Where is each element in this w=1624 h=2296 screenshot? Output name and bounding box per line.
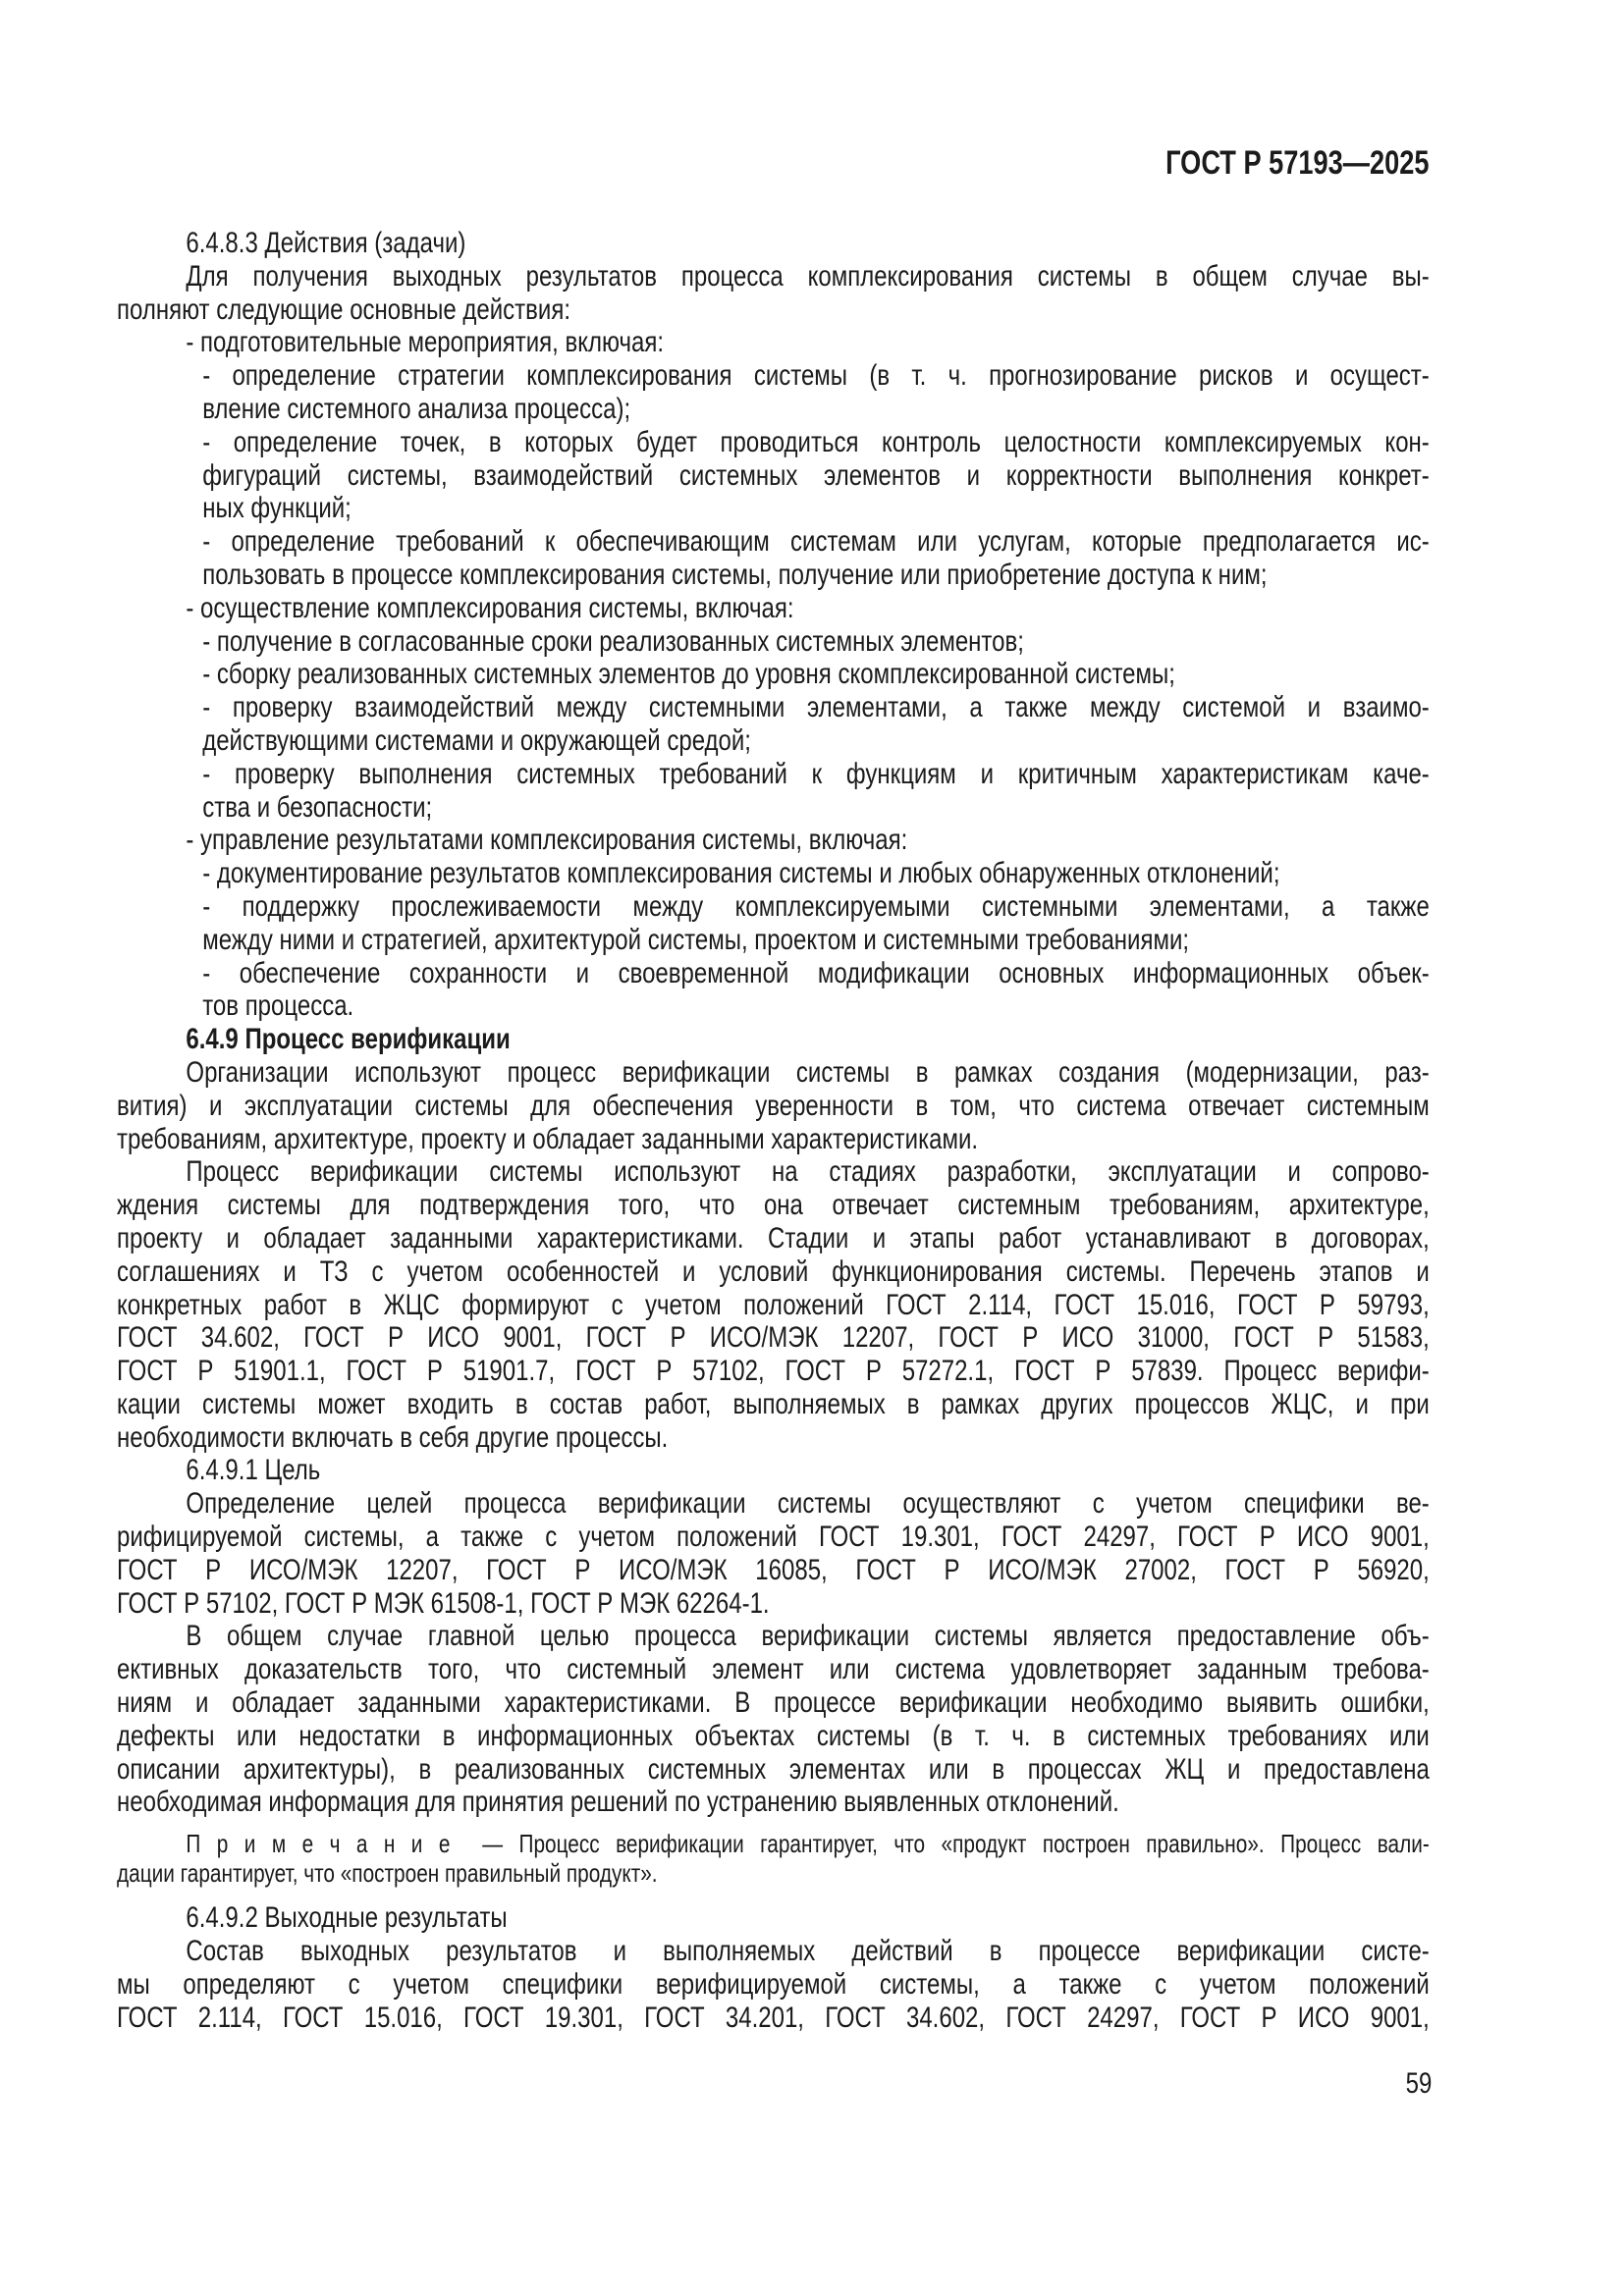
paragraph <box>117 1935 1430 2034</box>
text-line: вление системного анализа процесса); <box>202 392 631 425</box>
text-line: ГОСТ Р ИСО/МЭК 12207, ГОСТ Р ИСО/МЭК 16085, ГОСТ Р ИСО/МЭК 27002, ГОСТ Р 56920, <box>117 1553 1430 1586</box>
text-line: рифицируемой системы, а также с учетом положений ГОСТ 19.301, ГОСТ 24297, ГОСТ Р ИСО 9001, <box>117 1521 1430 1554</box>
list-item-level2 <box>202 857 1430 890</box>
text-line: дефекты или недостатки в информационных объектах системы (в т. ч. в системных требованиях или <box>117 1719 1430 1752</box>
paragraph <box>117 1620 1430 1819</box>
text-line: Процесс верификации системы используют на стадиях разработки, эксплуатации и сопрово- <box>186 1155 1430 1189</box>
text-line: мы определяют с учетом специфики верифицируемой системы, а также с учетом положений <box>117 1967 1430 2001</box>
text-line: - определение точек, в которых будет проводиться контроль целостности комплексируемых кон- <box>202 425 1430 458</box>
list-item-level2 <box>202 658 1430 691</box>
text-line: кации системы может входить в состав работ, выполняемых в рамках других процессов ЖЦС, и при <box>117 1387 1430 1420</box>
list-item-level2 <box>202 691 1430 758</box>
text-line: необходимости включать в себя другие процессы. <box>117 1420 669 1454</box>
text-line: ГОСТ 34.602, ГОСТ Р ИСО 9001, ГОСТ Р ИСО/МЭК 12207, ГОСТ Р ИСО 31000, ГОСТ Р 51583, <box>117 1321 1430 1355</box>
text-line: ГОСТ Р 51901.1, ГОСТ Р 51901.7, ГОСТ Р 57102, ГОСТ Р 57272.1, ГОСТ Р 57839. Процесс верифи- <box>117 1355 1430 1388</box>
paragraph <box>117 1155 1430 1454</box>
text-line: - получение в согласованные сроки реализованных системных элементов; <box>202 624 1024 658</box>
section-heading-bold: 6.4.9 Процесс верификации <box>186 1023 511 1056</box>
paragraph <box>117 1487 1430 1620</box>
text-line: полняют следующие основные действия: <box>117 293 570 326</box>
list-item-level2 <box>202 426 1430 525</box>
paragraph <box>117 260 1430 327</box>
text-line: требованиям, архитектуре, проекту и обладает заданными характеристиками. <box>117 1122 979 1155</box>
text-line: - проверку выполнения системных требований к функциям и критичным характеристикам каче- <box>202 757 1430 790</box>
text-line: соглашениях и ТЗ с учетом особенностей и условий функционирования системы. Перечень этапов и <box>117 1255 1430 1288</box>
text-line: необходимая информация для принятия решений по устранению выявленных отклонений. <box>117 1786 1119 1819</box>
list-item-level2 <box>202 957 1430 1024</box>
text-line: Организации используют процесс верификации системы в рамках создания (модернизации, раз- <box>186 1055 1430 1089</box>
text-line: Состав выходных результатов и выполняемых действий в процессе верификации систе- <box>186 1935 1430 1968</box>
text-line: дации гарантирует, что «построен правильный продукт». <box>117 1858 658 1889</box>
text-line: ных функций; <box>202 492 352 525</box>
running-header: ГОСТ Р 57193—2025 <box>1165 144 1430 182</box>
document-body <box>117 227 1430 2034</box>
text-line: - определение требований к обеспечивающим системам или услугам, которые предполагается ис- <box>202 525 1430 559</box>
text-line: проекту и обладает заданными характеристиками. Стадии и этапы работ устанавливают в договорах, <box>117 1221 1430 1255</box>
text-line: - определение стратегии комплексирования системы (в т. ч. прогнозирование рисков и осущест- <box>202 359 1430 393</box>
text-line: между ними и стратегией, архитектурой системы, проектом и системными требованиями; <box>202 923 1190 956</box>
text-line: ГОСТ Р 57102, ГОСТ Р МЭК 61508-1, ГОСТ Р МЭК 62264-1. <box>117 1586 770 1620</box>
list-item-level2 <box>202 890 1430 957</box>
text-line: описании архитектуры), в реализованных системных элементах или в процессах ЖЦ и предоставлена <box>117 1752 1430 1786</box>
text-line: Определение целей процесса верификации системы осуществляют с учетом специфики ве- <box>186 1487 1430 1521</box>
text-line: Для получения выходных результатов процесса комплексирования системы в общем случае вы- <box>186 259 1430 293</box>
list-item-level2 <box>202 525 1430 592</box>
text-line: пользовать в процессе комплексирования системы, получение или приобретение доступа к ним; <box>202 558 1268 591</box>
text-line: конкретных работ в ЖЦС формируют с учетом положений ГОСТ 2.114, ГОСТ 15.016, ГОСТ Р 59793, <box>117 1288 1430 1321</box>
text-line: ждения системы для подтверждения того, что она отвечает системным требованиям, архитектуре, <box>117 1189 1430 1222</box>
section-heading: 6.4.9.2 Выходные результаты <box>186 1901 508 1935</box>
text-line: ства и безопасности; <box>202 790 433 824</box>
text-line: П р и м е ч а н и е — Процесс верификации гарантирует, что «продукт построен правильно». Процесс вали- <box>186 1829 1430 1859</box>
text-line: - документирование результатов комплексирования системы и любых обнаруженных отклонений; <box>202 857 1280 890</box>
text-line: ективных доказательств того, что системный элемент или система удовлетворяет заданным требова- <box>117 1653 1430 1686</box>
text-line: - сборку реализованных системных элементов до уровня скомплексированной системы; <box>202 658 1175 691</box>
text-line: тов процесса. <box>202 989 354 1023</box>
text-line: вития) и эксплуатации системы для обеспечения уверенности в том, что система отвечает системным <box>117 1089 1430 1122</box>
note <box>117 1829 1430 1888</box>
list-item-level2 <box>202 625 1430 659</box>
list-item-level1: - управление результатами комплексирования системы, включая: <box>186 824 908 857</box>
section-heading: 6.4.8.3 Действия (задачи) <box>186 227 466 259</box>
text-line: ГОСТ 2.114, ГОСТ 15.016, ГОСТ 19.301, ГОСТ 34.201, ГОСТ 34.602, ГОСТ 24297, ГОСТ Р ИСО 9001, <box>117 2001 1430 2034</box>
text-line: фигураций системы, взаимодействий системных элементов и корректности выполнения конкрет- <box>202 458 1430 492</box>
list-item-level2 <box>202 758 1430 825</box>
paragraph <box>117 1056 1430 1155</box>
list-item-level1: - подготовительные мероприятия, включая: <box>186 326 664 359</box>
page-number: 59 <box>1405 2067 1432 2100</box>
text-line: В общем случае главной целью процесса верификации системы является предоставление объ- <box>186 1620 1430 1653</box>
text-line: - поддержку прослеживаемости между комплексируемыми системными элементами, а также <box>202 889 1430 923</box>
text-line: ниям и обладает заданными характеристиками. В процессе верификации необходимо выявить ошибки, <box>117 1686 1430 1720</box>
list-item-level2 <box>202 359 1430 426</box>
section-heading: 6.4.9.1 Цель <box>186 1454 321 1487</box>
text-line: действующими системами и окружающей средой; <box>202 723 751 757</box>
text-line: - обеспечение сохранности и своевременной модификации основных информационных объек- <box>202 956 1430 989</box>
list-item-level1: - осуществление комплексирования системы, включая: <box>186 591 794 624</box>
text-line: - проверку взаимодействий между системными элементами, а также между системой и взаимо- <box>202 691 1430 724</box>
